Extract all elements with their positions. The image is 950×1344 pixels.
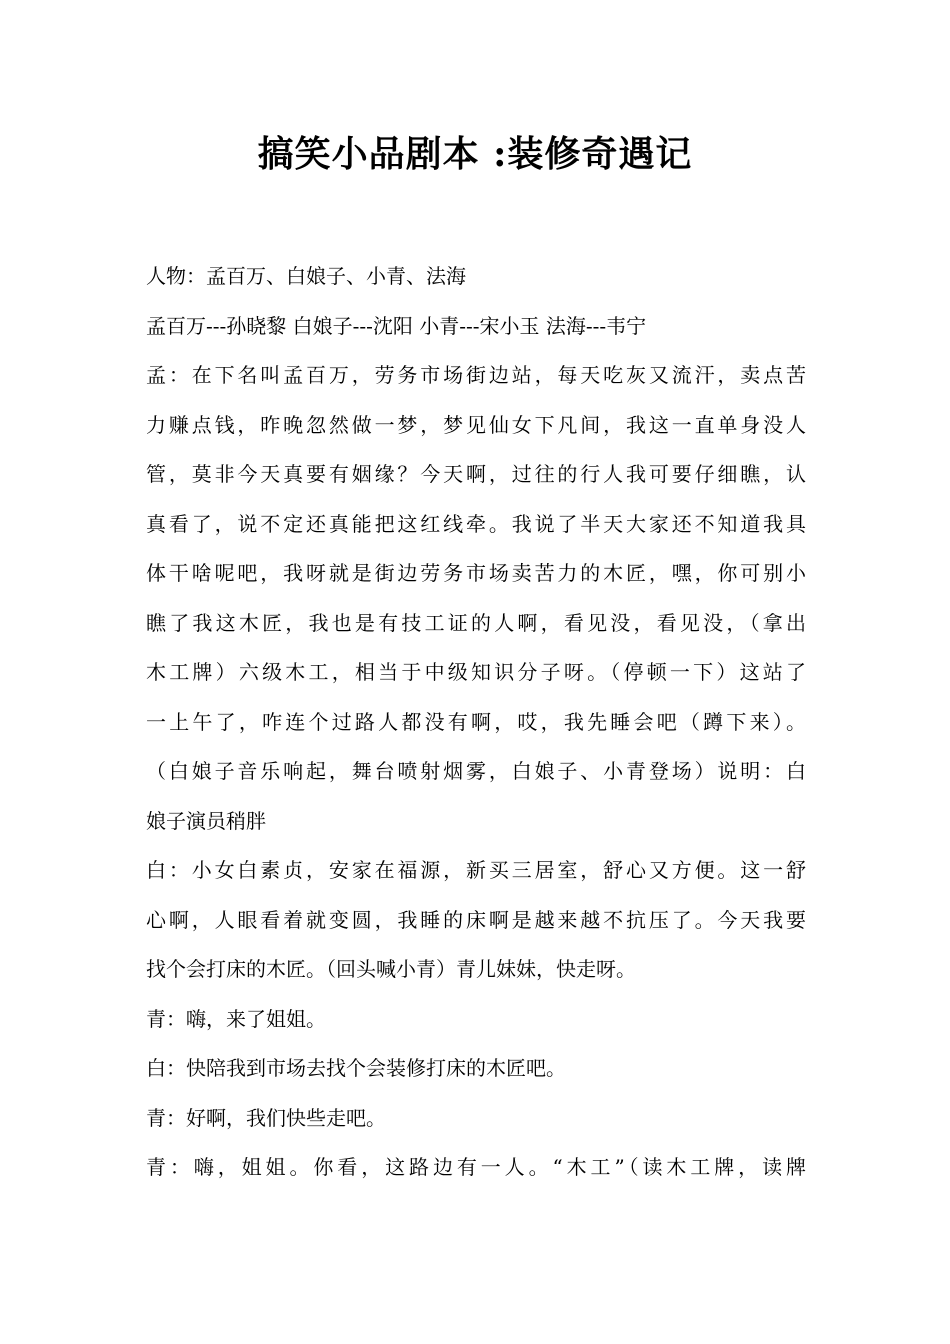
dialogue-line: 青：好啊，我们快些走吧。 xyxy=(146,1105,386,1130)
characters-line: 人物：孟百万、白娘子、小青、法海 xyxy=(146,264,466,288)
dialogue-line: 青：嗨，姐姐。你看，这路边有一人。“木工”（读木工牌，读牌 xyxy=(146,1155,806,1179)
stage-direction-line: （白娘子音乐响起，舞台喷射烟雾，白娘子、小青登场）说明：白 xyxy=(146,759,806,783)
dialogue-line: 木工牌）六级木工，相当于中级知识分子呀。（停顿一下）这站了 xyxy=(146,660,806,684)
script-body xyxy=(146,257,806,1198)
dialogue-line: 白：小女白素贞，安家在福源，新买三居室，舒心又方便。这一舒 xyxy=(146,858,806,882)
dialogue-line: 瞧了我这木匠，我也是有技工证的人啊，看见没，看见没，（拿出 xyxy=(146,610,806,635)
cast-line: 孟百万---孙晓黎 白娘子---沈阳 小青---宋小玉 法海---韦宁 xyxy=(146,313,647,338)
dialogue-line: 力赚点钱，昨晚忽然做一梦，梦见仙女下凡间，我这一直单身没人 xyxy=(146,412,806,437)
dialogue-line: 管，莫非今天真要有姻缘？今天啊，过往的行人我可要仔细瞧，认 xyxy=(146,462,806,486)
dialogue-line: 一上午了，咋连个过路人都没有啊，哎，我先睡会吧（蹲下来）。 xyxy=(146,709,806,734)
page-title: 搞笑小品剧本 :装修奇遇记 xyxy=(257,133,693,175)
dialogue-line: 青：嗨，来了姐姐。 xyxy=(146,1006,326,1031)
stage-direction-line: 娘子演员稍胖 xyxy=(146,808,266,833)
dialogue-line: 真看了，说不定还真能把这红线牵。我说了半天大家还不知道我具 xyxy=(146,511,806,536)
dialogue-line: 孟：在下名叫孟百万，劳务市场街边站，每天吃灰又流汗，卖点苦 xyxy=(146,363,806,387)
dialogue-line: 心啊，人眼看着就变圆，我睡的床啊是越来越不抗压了。今天我要 xyxy=(146,907,806,932)
dialogue-line: 白：快陪我到市场去找个会装修打床的木匠吧。 xyxy=(146,1056,566,1080)
dialogue-line: 体干啥呢吧，我呀就是街边劳务市场卖苦力的木匠，嘿，你可别小 xyxy=(146,561,806,585)
dialogue-line: 找个会打床的木匠。（回头喊小青）青儿妹妹，快走呀。 xyxy=(146,957,636,981)
